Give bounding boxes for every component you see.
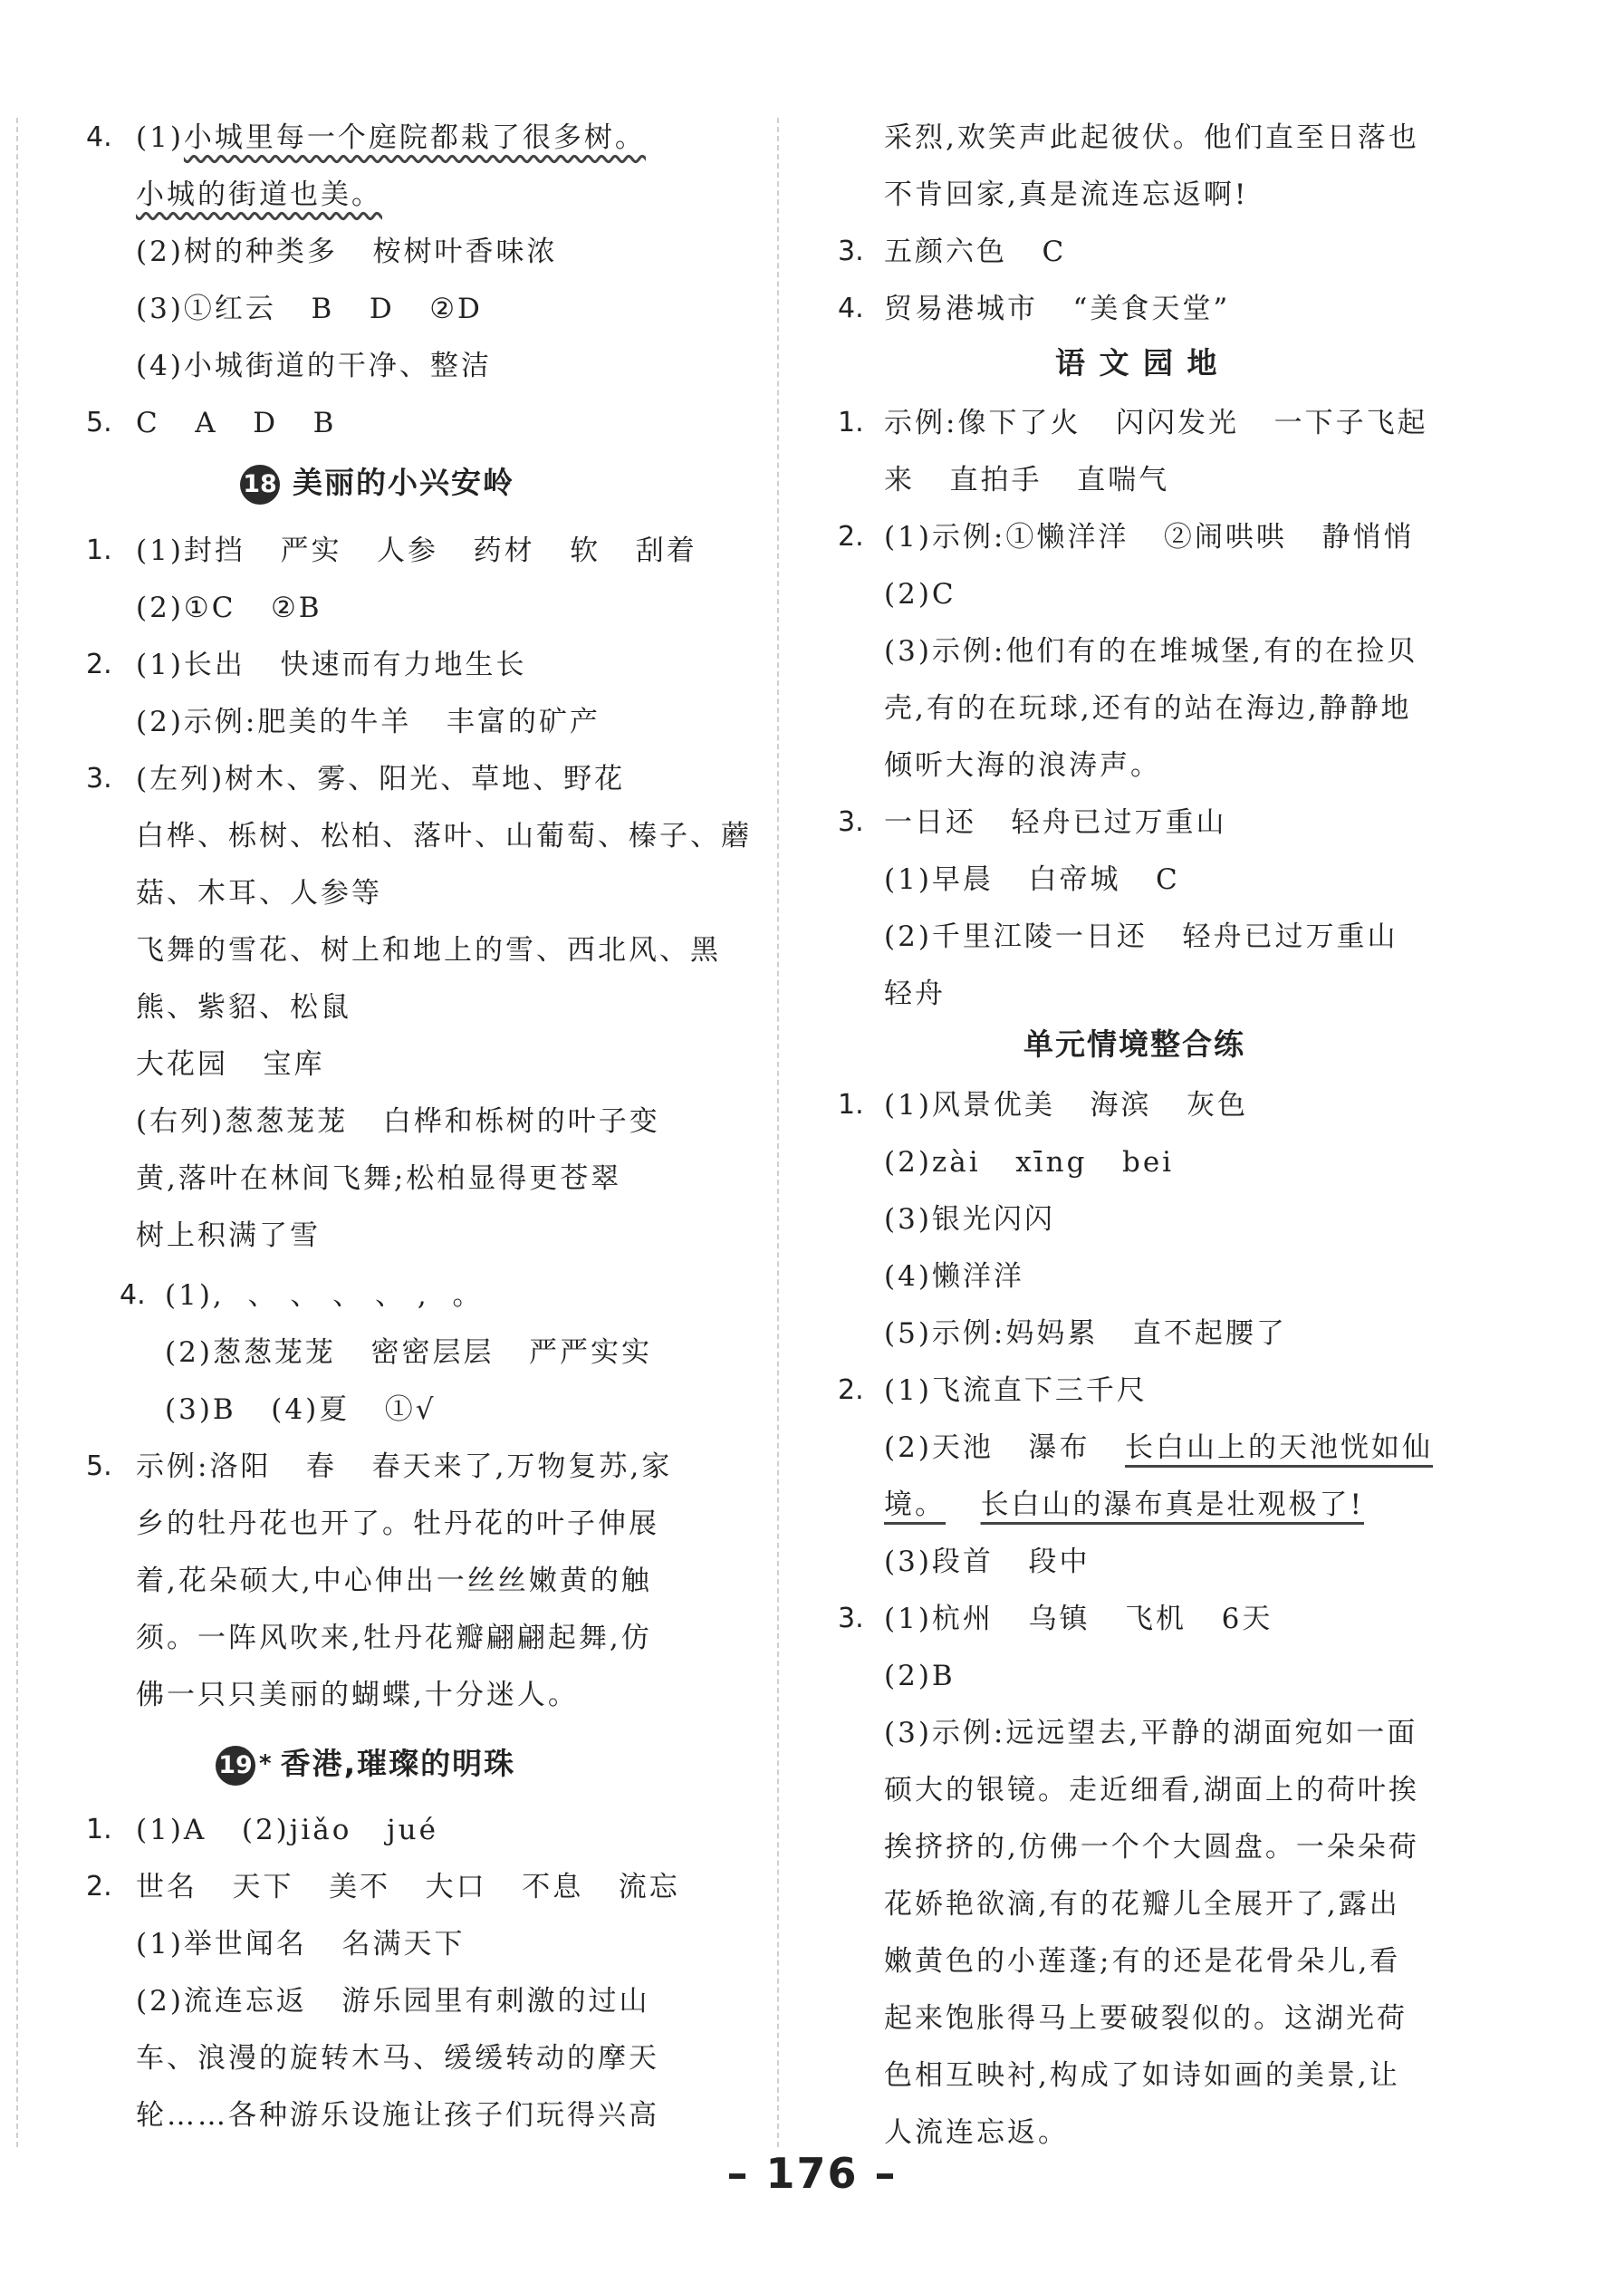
answer-line: (左列)树木、雾、阳光、草地、野花 <box>136 763 626 795</box>
answer-line: (3)段首 段中 <box>884 1546 1091 1578</box>
answer-line: 挨挤挤的,仿佛一个个大圆盘。一朵朵荷 <box>884 1831 1419 1864</box>
optional-lesson-star: * <box>259 1750 274 1777</box>
section-title: 香港,璀璨的明珠 <box>280 1746 516 1781</box>
page-number: – 176 – <box>726 2149 898 2198</box>
answer-line: (1)示例:①懒洋洋 ②闹哄哄 静悄悄 <box>884 521 1415 554</box>
answer-line <box>136 120 646 156</box>
answer-line: 采烈,欢笑声此起彼伏。他们直至日落也 <box>884 121 1419 154</box>
answer-line: 壳,有的在玩球,还有的站在海边,静静地 <box>884 692 1412 725</box>
answer-line: (1), 、 、 、 、 , 。 <box>165 1279 484 1312</box>
answer-line: (2)树的种类多 桉树叶香味浓 <box>136 236 558 268</box>
answer-part: (2)天池 瀑布 <box>884 1431 1126 1464</box>
answer-line: (1)封挡 严实 人参 药材 软 刮着 <box>136 535 697 567</box>
answer-line: (1)举世闻名 名满天下 <box>136 1928 466 1960</box>
answer-line: (1)A (2)jiǎo jué <box>136 1814 438 1846</box>
section-heading-unit-practice: 单元情境整合练 <box>1023 1026 1245 1062</box>
question-number: 2. <box>86 649 112 680</box>
answer-line: 嫩黄色的小莲蓬;有的还是花骨朵儿,看 <box>884 1945 1401 1978</box>
answer-line: 车、浪漫的旋转木马、缓缓转动的摩天 <box>136 2042 659 2075</box>
answer-line <box>884 1487 1364 1523</box>
answer-line: 大花园 宝库 <box>136 1048 325 1081</box>
left-margin-divider <box>16 118 18 2147</box>
answer-line: 五颜六色 C <box>884 236 1067 268</box>
underlined-text: 长白山的瀑布真是壮观极了! <box>980 1488 1365 1521</box>
underlined-text: 长白山上的天池恍如仙 <box>1125 1431 1434 1464</box>
answer-line: (3)示例:远远望去,平静的湖面宛如一面 <box>884 1717 1418 1749</box>
answer-line: (2)C <box>884 578 956 611</box>
question-number: 1. <box>838 407 864 438</box>
question-number: 1. <box>838 1089 864 1121</box>
question-number: 1. <box>86 1814 112 1845</box>
lesson-number-badge: 19 <box>216 1746 255 1786</box>
answer-line: (2)①C ②B <box>136 592 322 624</box>
answer-line: (2)葱葱茏茏 密密层层 严严实实 <box>165 1336 653 1369</box>
answer-line: (2)流连忘返 游乐园里有刺激的过山 <box>136 1985 650 2018</box>
question-number: 2. <box>838 521 864 553</box>
answer-line: (右列)葱葱茏茏 白桦和栎树的叶子变 <box>136 1105 660 1138</box>
column-divider <box>777 118 779 2147</box>
answer-line: (4)小城街道的干净、整洁 <box>136 350 492 382</box>
answer-line <box>884 1430 1433 1466</box>
answer-line: (3)B (4)夏 ①√ <box>165 1393 437 1426</box>
answer-line: 人流连忘返。 <box>884 2116 1069 2149</box>
answer-line: (1)飞流直下三千尺 <box>884 1374 1148 1407</box>
answer-line: 黄,落叶在林间飞舞;松柏显得更苍翠 <box>136 1162 622 1195</box>
wavy-underlined-text: 小城的街道也美。 <box>136 178 382 211</box>
answer-line: 贸易港城市 “美食天堂” <box>884 293 1231 325</box>
answer-line: 着,花朵硕大,中心伸出一丝丝嫩黄的触 <box>136 1565 652 1597</box>
answer-line: 树上积满了雪 <box>136 1219 321 1252</box>
answer-line: 飞舞的雪花、树上和地上的雪、西北风、黑 <box>136 934 721 967</box>
question-number: 3. <box>838 806 864 838</box>
answer-line: 乡的牡丹花也开了。牡丹花的叶子伸展 <box>136 1508 659 1540</box>
answer-line: 一日还 轻舟已过万重山 <box>884 806 1227 839</box>
answer-line: 白桦、栎树、松柏、落叶、山葡萄、榛子、蘑 <box>136 820 752 853</box>
wavy-underlined-text: 小城里每一个庭院都栽了很多树。 <box>183 121 646 154</box>
question-number: 5. <box>86 407 112 438</box>
answer-line: 世名 天下 美不 大口 不息 流忘 <box>136 1871 680 1903</box>
answer-line: 须。一阵风吹来,牡丹花瓣翩翩起舞,仿 <box>136 1622 652 1654</box>
section-title: 美丽的小兴安岭 <box>293 465 514 500</box>
question-number: 5. <box>86 1450 112 1482</box>
question-number: 2. <box>86 1871 112 1902</box>
question-number: 2. <box>838 1374 864 1406</box>
answer-line: 花娇艳欲滴,有的花瓣儿全展开了,露出 <box>884 1888 1400 1921</box>
question-number: 4. <box>86 121 112 153</box>
underlined-text: 境。 <box>884 1488 946 1521</box>
answer-line: 轮……各种游乐设施让孩子们玩得兴高 <box>136 2099 659 2132</box>
answer-line: 菇、木耳、人参等 <box>136 877 382 910</box>
lesson-number-badge: 18 <box>240 465 280 505</box>
section-heading-18 <box>240 462 514 505</box>
answer-line: 起来饱胀得马上要破裂似的。这湖光荷 <box>884 2002 1408 2035</box>
answer-line: (3)示例:他们有的在堆城堡,有的在捡贝 <box>884 635 1418 668</box>
answer-line: 来 直拍手 直喘气 <box>884 464 1170 496</box>
answer-line: 轻舟 <box>884 978 946 1010</box>
answer-line: 不肯回家,真是流连忘返啊! <box>884 178 1249 211</box>
answer-line: 示例:洛阳 春 春天来了,万物复苏,家 <box>136 1450 673 1483</box>
answer-line: (1)早晨 白帝城 C <box>884 863 1180 896</box>
answer-line: (1)杭州 乌镇 飞机 6天 <box>884 1603 1273 1635</box>
answer-line: (5)示例:妈妈累 直不起腰了 <box>884 1317 1287 1350</box>
question-number: 4. <box>838 293 864 324</box>
answer-line: (2)zài xīng bei <box>884 1146 1175 1179</box>
answer-part: (1) <box>136 121 184 154</box>
answer-line: (1)风景优美 海滨 灰色 <box>884 1089 1249 1122</box>
answer-line: 倾听大海的浪涛声。 <box>884 749 1161 782</box>
question-number: 4. <box>120 1279 146 1311</box>
question-number: 3. <box>838 236 864 267</box>
question-number: 1. <box>86 535 112 566</box>
answer-line: (4)懒洋洋 <box>884 1260 1024 1293</box>
answer-line: 色相互映衬,构成了如诗如画的美景,让 <box>884 2059 1400 2092</box>
answer-line: 熊、紫貂、松鼠 <box>136 991 351 1024</box>
answer-line: (2)示例:肥美的牛羊 丰富的矿产 <box>136 706 601 738</box>
section-heading-19 <box>216 1743 515 1786</box>
question-number: 3. <box>86 763 112 795</box>
answer-line: (3)银光闪闪 <box>884 1203 1055 1236</box>
answer-line: 佛一只只美丽的蝴蝶,十分迷人。 <box>136 1679 579 1711</box>
question-number: 3. <box>838 1603 864 1634</box>
answer-line: C A D B <box>136 407 337 439</box>
answer-line: (3)①红云 B D ②D <box>136 293 483 325</box>
answer-line: (1)长出 快速而有力地生长 <box>136 649 527 681</box>
answer-line: 示例:像下了火 闪闪发光 一下子飞起 <box>884 407 1428 439</box>
section-heading-chinese-garden: 语 文 园 地 <box>1055 345 1219 380</box>
answer-line: 硕大的银镜。走近细看,湖面上的荷叶挨 <box>884 1774 1419 1806</box>
answer-line: (2)B <box>884 1660 956 1692</box>
answer-line: (2)千里江陵一日还 轻舟已过万重山 <box>884 920 1398 953</box>
